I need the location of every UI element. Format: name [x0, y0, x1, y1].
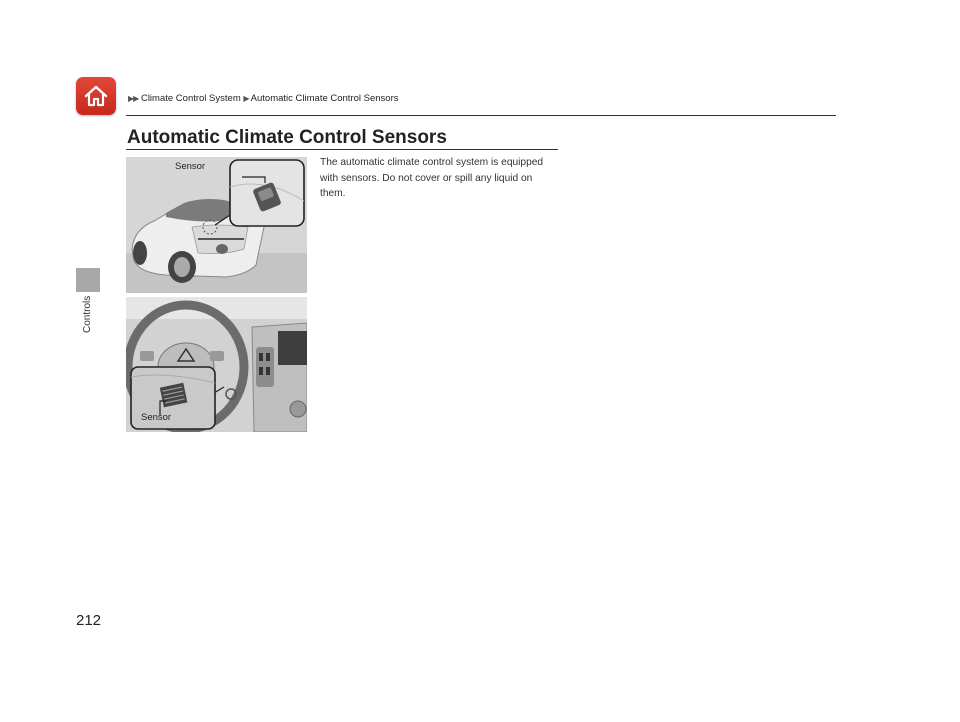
header-rule [126, 115, 836, 116]
callout-sensor-interior: Sensor [141, 412, 172, 423]
home-button[interactable] [76, 77, 116, 115]
side-tab-label: Controls [82, 296, 93, 334]
breadcrumb [128, 93, 399, 104]
breadcrumb-item-climate-control[interactable]: Climate Control System [140, 93, 241, 104]
page-number: 212 [76, 612, 102, 629]
figure-car-exterior [126, 157, 307, 293]
breadcrumb-arrow-icon: ▶▶ [128, 94, 139, 103]
title-rule [126, 149, 558, 150]
side-tab-marker [76, 268, 100, 292]
breadcrumb-item-sensors[interactable]: Automatic Climate Control Sensors [250, 93, 399, 104]
breadcrumb-arrow-icon: ▶ [243, 94, 249, 103]
section-title: Automatic Climate Control Sensors [127, 127, 447, 148]
body-paragraph: The automatic climate control system is equipped with sensors. Do not cover or spill any liquid on them. [320, 157, 544, 199]
figure-dashboard-interior [126, 297, 307, 432]
callout-sensor-exterior: Sensor [175, 161, 206, 172]
home-icon [82, 82, 110, 110]
